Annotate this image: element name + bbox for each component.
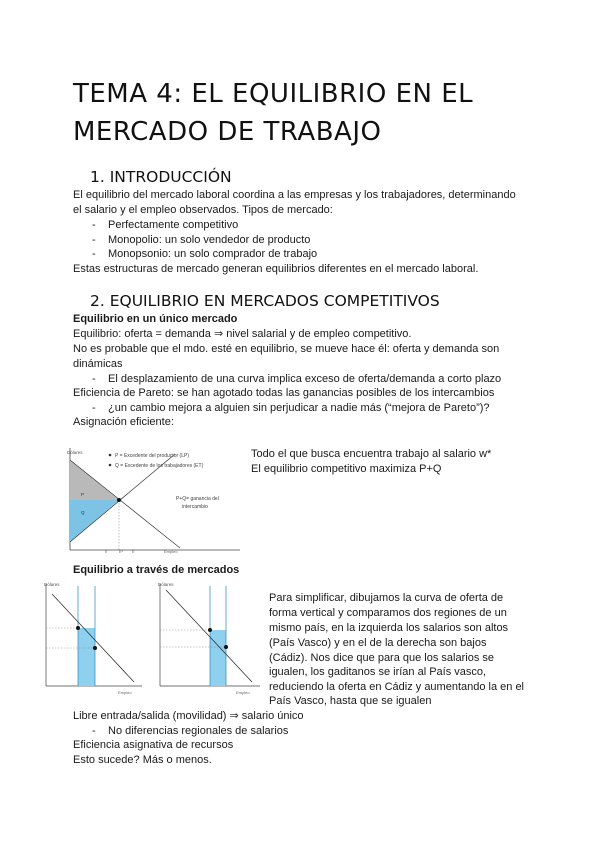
figure-x-label: Empleo [118,690,132,695]
explanation-line: igualen, los gaditanos se irían al País vasco, [269,666,487,678]
explanation-line: forma vertical y comparamos dos regiones de un [269,607,507,619]
svg-text:E: E [105,550,108,554]
list-item: ¿un cambio mejora a alguien sin perjudicar a nadie más (“mejora de Pareto”)? [108,402,490,414]
equilibrium-line: Equilibrio: oferta = demanda ⇒ nivel salarial y de empleo competitivo. [73,328,412,340]
bullet-dash: - [92,725,96,737]
closing-question: Esto sucede? Más o menos. [73,754,212,766]
region-left-figure [38,578,146,696]
equilibrium-point [93,646,97,650]
list-item: Monopsonio: un solo comprador de trabajo [108,248,318,260]
legend-workers: Q = Excedente de los trabajadores (ET) [115,463,204,469]
dynamics-line2: dinámicas [73,358,123,370]
explanation-line: (Cádiz). Nos dice que para que los salarios se [269,652,495,664]
equilibrium-point [208,628,212,632]
bullet-dash: - [92,234,96,246]
efficient-allocation-label: Asignación eficiente: [73,416,174,428]
region-band [210,630,226,686]
list-item: El desplazamiento de una curva implica exceso de oferta/demanda a corto plazo [108,373,502,385]
figure-y-label: Dólares [158,582,174,587]
mobility-line: Libre entrada/salida (movilidad) ⇒ salario único [73,710,304,722]
intro-paragraph-line1: El equilibrio del mercado laboral coordina a las empresas y los trabajadores, determinando [73,189,516,201]
list-item: Monopolio: un solo vendedor de producto [108,234,311,246]
gain-label-line1: P+Q= ganancia del [176,496,219,502]
page-title-line1: TEMA 4: EL EQUILIBRIO EN EL [73,79,474,109]
explanation-line: (País Vasco) y en el de la derecha son bajos [269,637,487,649]
legend-producer: P = Excedente del productor (LP) [115,453,189,459]
bullet-dash: - [92,373,96,385]
explanation-line: mismo país, en la izquierda los salarios son altos [269,622,509,634]
area-label-p: P [81,492,85,497]
allocative-efficiency-line: Eficiencia asignativa de recursos [73,739,234,751]
figure-y-label: Dólares [67,450,83,455]
intro-paragraph-line2: el salario y el empleo observados. Tipos de mercado: [73,204,333,216]
gain-label-line2: intercambio [182,504,208,510]
bullet-dash: - [92,219,96,231]
figure-x-label: Empleo [164,549,178,554]
explanation-line: País Vasco, hasta que se igualen [269,695,432,707]
legend-bullet [109,464,112,467]
region-band [78,628,95,686]
svg-text:E: E [132,550,135,554]
side-note-2: El equilibrio competitivo maximiza P+Q [251,463,442,475]
section-1-heading: 1. INTRODUCCIÓN [90,168,232,186]
section-2-heading: 2. EQUILIBRIO EN MERCADOS COMPETITIVOS [90,292,440,310]
pareto-line: Eficiencia de Pareto: se han agotado todas las ganancias posibles de los intercambios [73,387,495,399]
figure-x-label: Empleo [236,690,250,695]
surplus-figure [60,440,245,555]
explanation-line: Para simplificar, dibujamos la curva de oferta de [269,592,504,604]
bullet-dash: - [92,248,96,260]
page-title-line2: MERCADO DE TRABAJO [73,117,382,147]
bullet-dash: - [92,402,96,414]
dynamics-line1: No es probable que el mdo. esté en equilibrio, se mueve hace él: oferta y demanda son [73,343,500,355]
svg-text:E*: E* [119,550,124,554]
explanation-line: reduciendo la oferta en Cádiz y aumentando la en el [269,681,525,693]
legend-bullet [109,454,112,457]
region-right-figure [152,578,264,696]
list-item: Perfectamente competitivo [108,219,239,231]
equilibrium-point [224,645,228,649]
area-label-q: Q [81,510,85,515]
list-item: No diferencias regionales de salarios [108,725,289,737]
figure-y-label: Dólares [44,582,60,587]
intro-conclusion: Estas estructuras de mercado generan equilibrios diferentes en el mercado laboral. [73,263,479,275]
subheading-single-market: Equilibrio en un único mercado [73,313,238,325]
equilibrium-point [76,626,80,630]
subheading-across-markets: Equilibrio a través de mercados [73,564,240,576]
demand-curve [166,590,252,682]
equilibrium-point [117,498,121,502]
side-note-1: Todo el que busca encuentra trabajo al salario w* [251,448,492,460]
